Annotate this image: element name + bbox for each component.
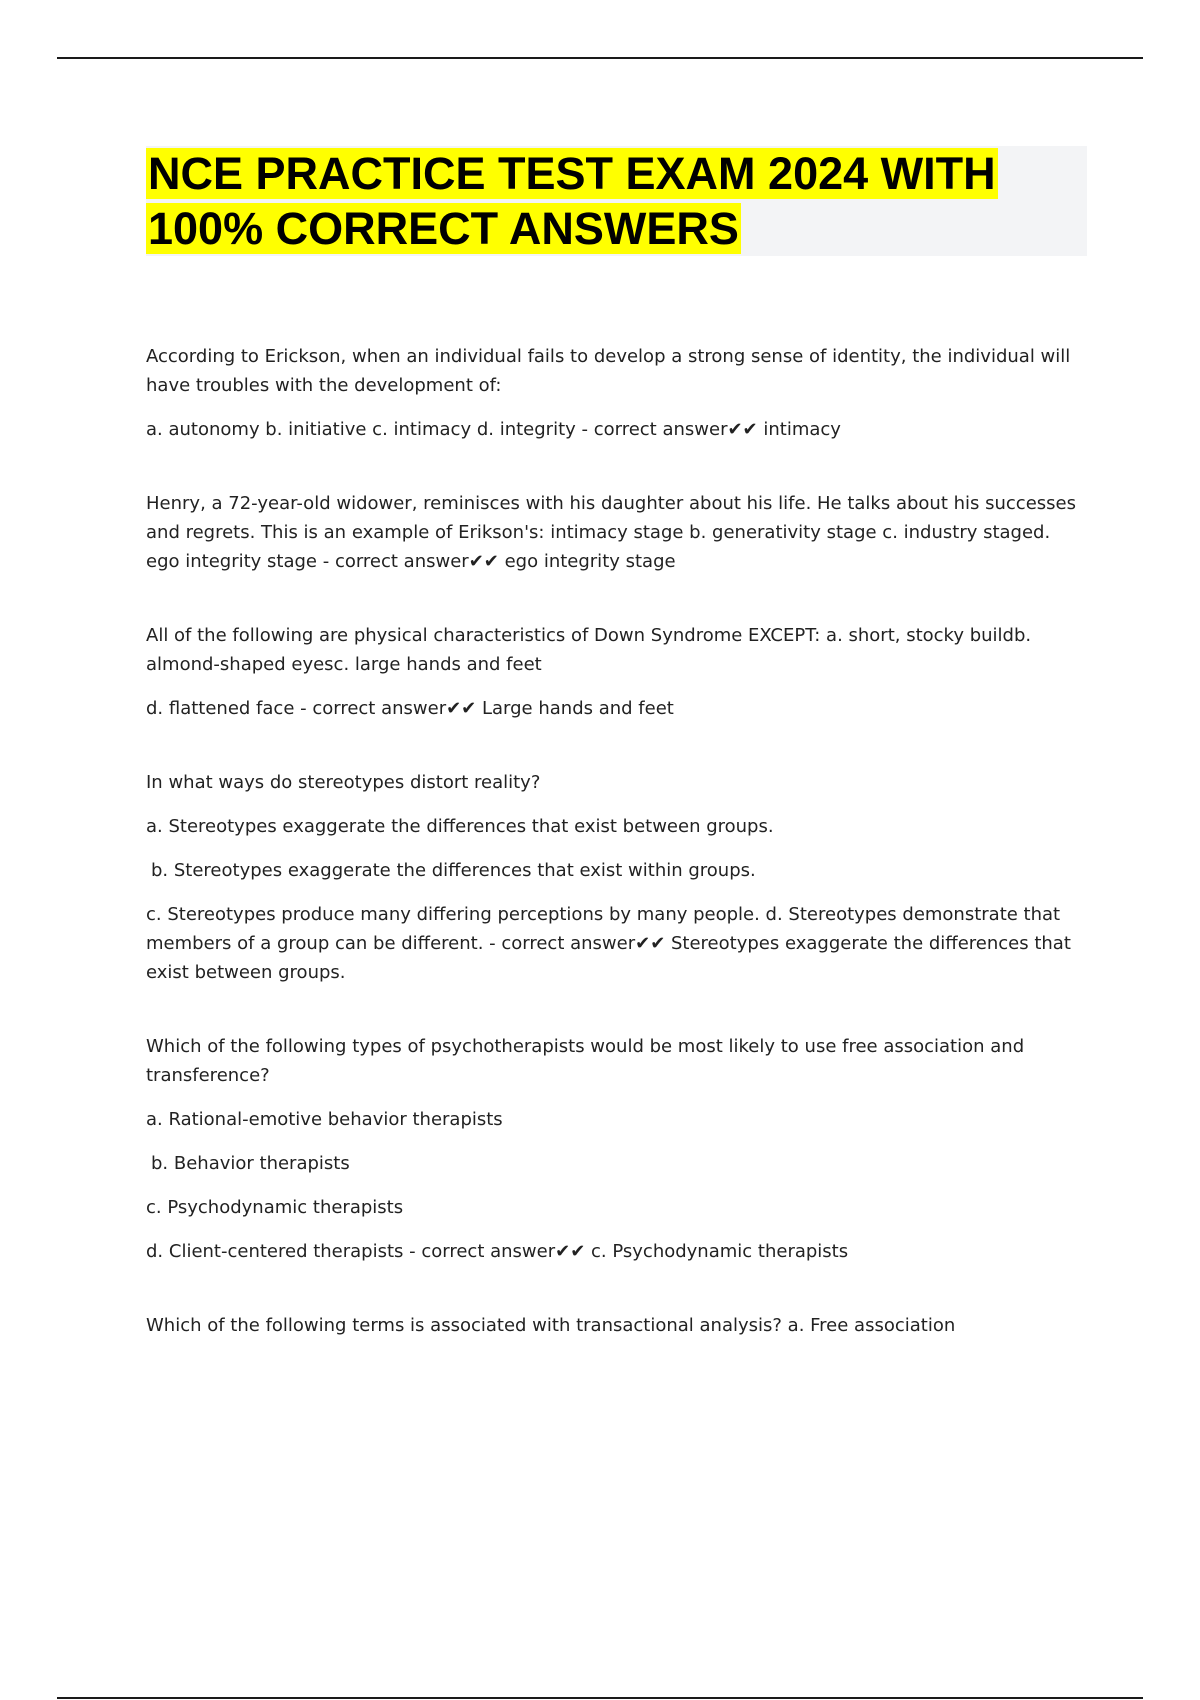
question-text: All of the following are physical characteristics of Down Syndrome EXCEPT: a. short, stocky buildb. almond-shaped eyesc. large hands and feet: [146, 625, 1032, 675]
title-line-1: NCE PRACTICE TEST EXAM 2024 WITH: [148, 148, 996, 199]
question-block-4: [146, 768, 1081, 987]
option-b: b. Behavior therapists: [151, 1153, 350, 1174]
question-block-3: [146, 621, 1081, 723]
question-block-1: [146, 342, 1081, 444]
document-body: [146, 342, 1081, 1385]
top-rule: [57, 57, 1143, 59]
question-text: In what ways do stereotypes distort reality?: [146, 772, 541, 793]
question-block-2: [146, 489, 1081, 576]
question-text: According to Erickson, when an individual fails to develop a strong sense of identity, the individual will have troubles with the development of:: [146, 346, 1071, 396]
option-b: b. Stereotypes exaggerate the differences that exist within groups.: [151, 860, 756, 881]
answer-options: a. autonomy b. initiative c. intimacy d. integrity - correct answer✔✔ intimacy: [146, 419, 841, 440]
question-text: Henry, a 72-year-old widower, reminisces with his daughter about his life. He talks about his successes and regrets. This is an example of Erikson's: intimacy stage b. generativity stage c. industry staged. ego integrity stage - correct answer✔✔ ego integrity stage: [146, 493, 1076, 572]
option-a: a. Stereotypes exaggerate the differences that exist between groups.: [146, 816, 774, 837]
question-text: Which of the following types of psychotherapists would be most likely to use free association and transference?: [146, 1036, 1025, 1086]
title-line-2: 100% CORRECT ANSWERS: [148, 203, 739, 254]
option-d-answer: d. Client-centered therapists - correct answer✔✔ c. Psychodynamic therapists: [146, 1241, 849, 1262]
title-block: [146, 146, 1087, 256]
option-a: a. Rational-emotive behavior therapists: [146, 1109, 503, 1130]
option-c: c. Psychodynamic therapists: [146, 1197, 404, 1218]
question-block-6: [146, 1311, 1081, 1340]
bottom-rule: [57, 1697, 1143, 1699]
answer-options: d. flattened face - correct answer✔✔ Large hands and feet: [146, 698, 674, 719]
question-text: Which of the following terms is associated with transactional analysis? a. Free association: [146, 1315, 956, 1336]
question-block-5: [146, 1032, 1081, 1266]
option-c-d-answer: c. Stereotypes produce many differing perceptions by many people. d. Stereotypes demonstrate that members of a group can be different. - correct answer✔✔ Stereotypes exaggerate the differences that exist between groups.: [146, 904, 1071, 983]
document-title: [146, 146, 1087, 256]
